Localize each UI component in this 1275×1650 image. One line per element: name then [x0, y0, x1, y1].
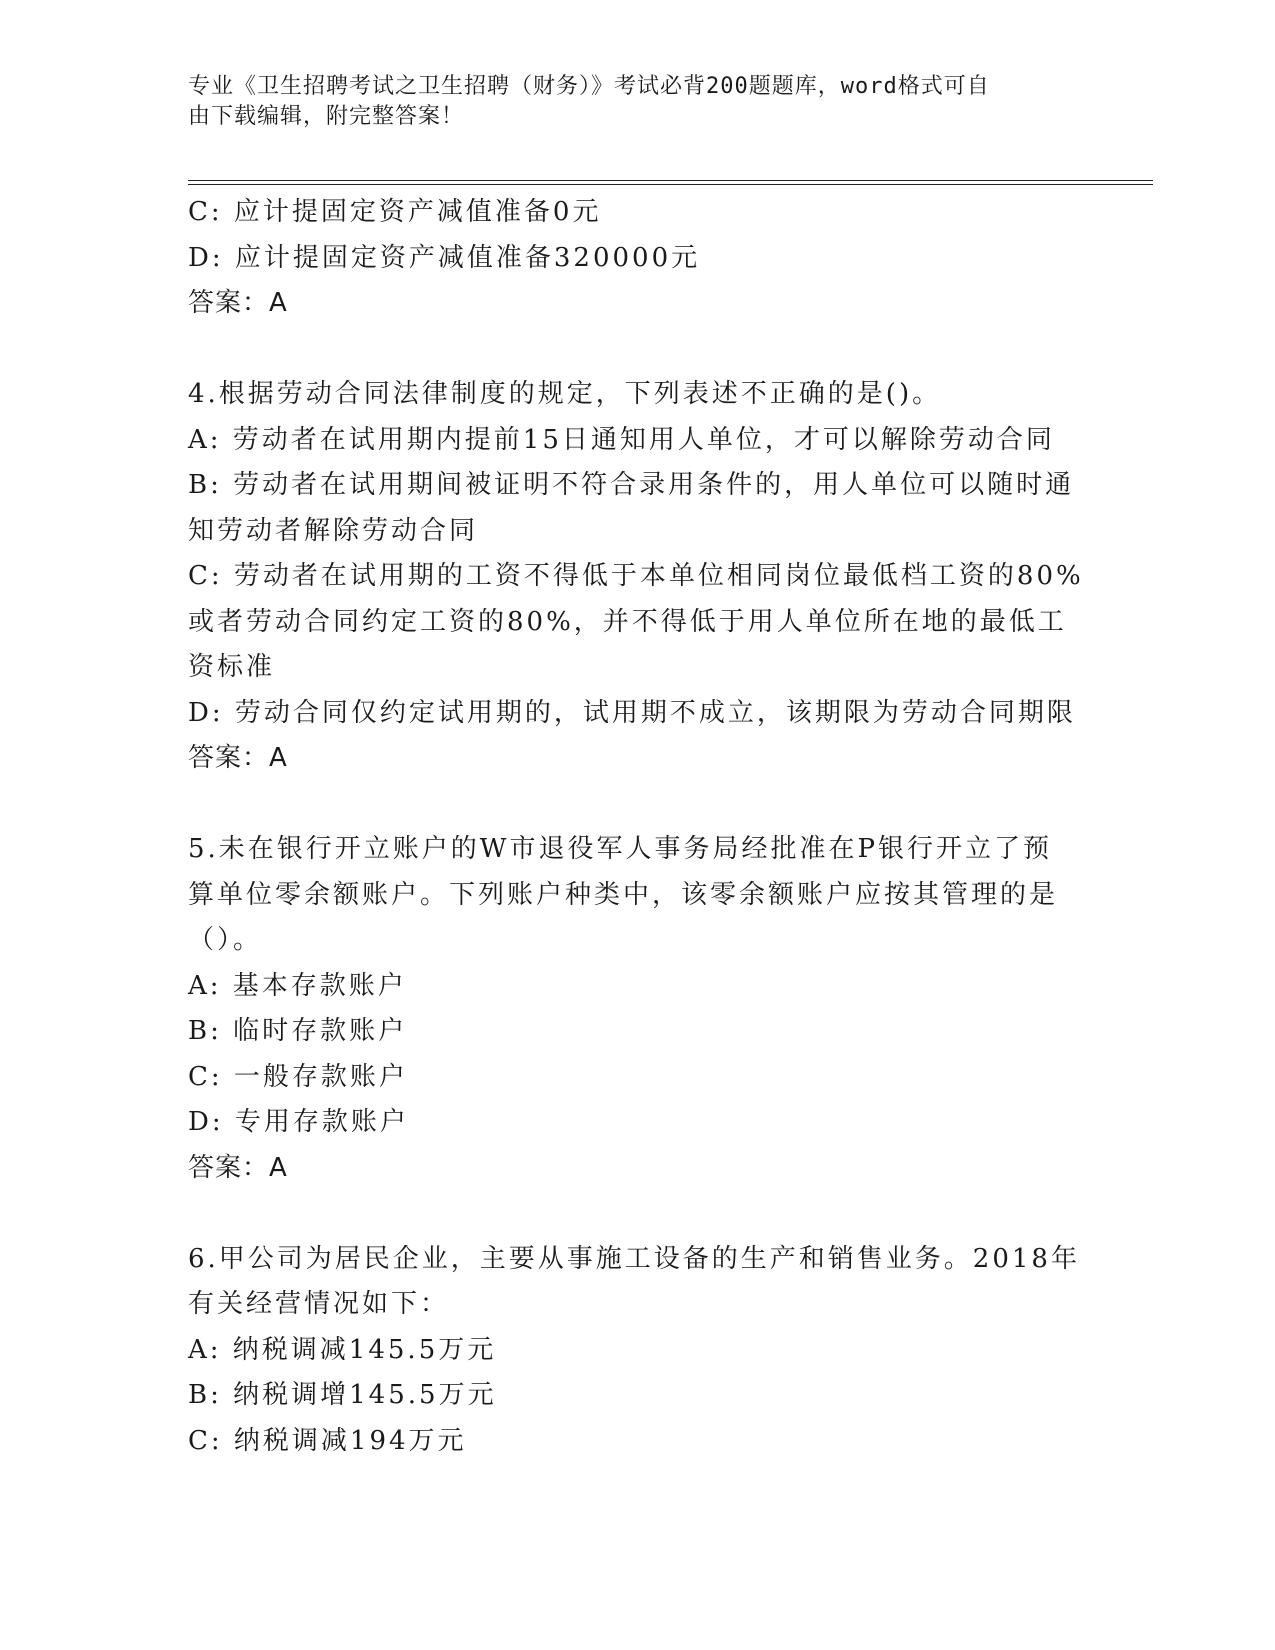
question-text-line-2: 有关经营情况如下： [188, 1289, 450, 1319]
option-a: A: 纳税调减145.5万元 [188, 1334, 497, 1365]
question-text-line-1: 5.未在银行开立账户的W市退役军人事务局经批准在P银行开立了预 [188, 834, 1053, 864]
answer-line: 答案：A [188, 743, 288, 773]
question-text-line-2: 算单位零余额账户。下列账户种类中，该零余额账户应按其管理的是 [188, 879, 1059, 910]
spacer [188, 782, 1088, 828]
option-c-line-3: 资标准 [188, 652, 276, 682]
question-text: 4.根据劳动合同法律制度的规定，下列表述不正确的是()。 [188, 379, 942, 409]
question-3-block [188, 190, 1088, 327]
document-body [188, 190, 1088, 1464]
option-c: C: 一般存款账户 [188, 1061, 408, 1092]
answer-line: 答案：A [188, 288, 288, 318]
header-divider-top [188, 180, 1153, 181]
document-header [188, 72, 1068, 132]
option-c-line-2: 或者劳动合同约定工资的80%，并不得低于用人单位所在地的最低工 [188, 606, 1067, 637]
spacer [188, 327, 1088, 373]
answer-line: 答案：A [188, 1152, 288, 1183]
option-d: D: 应计提固定资产减值准备320000元 [188, 242, 701, 273]
option-b: B: 临时存款账户 [188, 1016, 408, 1046]
option-c-line-1: C: 劳动者在试用期的工资不得低于本单位相同岗位最低档工资的80% [188, 561, 1084, 591]
spacer [188, 1191, 1088, 1237]
header-divider-bottom [188, 184, 1153, 185]
option-d: D: 专用存款账户 [188, 1107, 409, 1137]
option-d: D: 劳动合同仅约定试用期的，试用期不成立，该期限为劳动合同期限 [188, 697, 1076, 728]
question-4-block [188, 372, 1088, 782]
header-title-line-2: 由下载编辑，附完整答案！ [188, 104, 465, 129]
option-a: A: 基本存款账户 [188, 970, 407, 1001]
header-title-line-1: 专业《卫生招聘考试之卫生招聘（财务）》考试必背200题题库，word格式可自 [188, 74, 990, 99]
option-c: C: 纳税调减194万元 [188, 1425, 467, 1456]
option-b-line-1: B: 劳动者在试用期间被证明不符合录用条件的，用人单位可以随时通 [188, 470, 1075, 500]
question-6-block [188, 1237, 1088, 1465]
question-text-line-3: （）。 [188, 925, 263, 955]
question-5-block [188, 827, 1088, 1191]
option-b: B: 纳税调增145.5万元 [188, 1380, 497, 1410]
question-text-line-1: 6.甲公司为居民企业，主要从事施工设备的生产和销售业务。2018年 [188, 1243, 1080, 1274]
option-b-line-2: 知劳动者解除劳动合同 [188, 515, 479, 546]
option-c: C: 应计提固定资产减值准备0元 [188, 197, 602, 227]
option-a: A: 劳动者在试用期内提前15日通知用人单位，才可以解除劳动合同 [188, 424, 1055, 455]
